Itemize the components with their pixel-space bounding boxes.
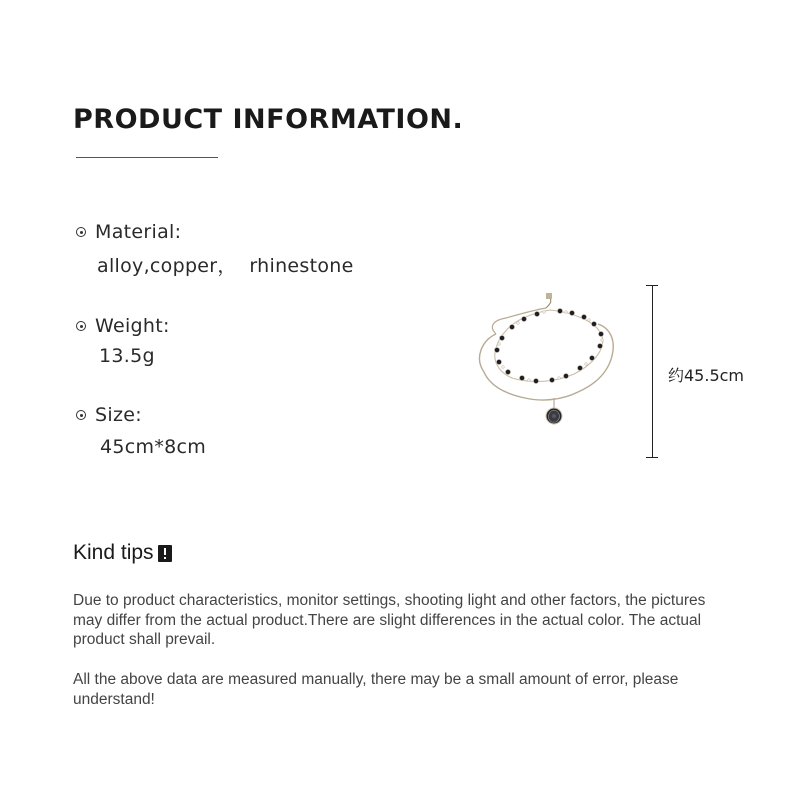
- kind-tips-title: Kind tips: [73, 541, 154, 564]
- spec-weight: [76, 315, 170, 367]
- dimension-line: [646, 285, 658, 458]
- spec-size-label: Size:: [95, 404, 142, 426]
- spec-size-value: 45cm*8cm: [100, 436, 207, 458]
- circle-dot-icon: [76, 321, 86, 331]
- page-title: PRODUCT INFORMATION.: [73, 104, 464, 135]
- dimension-label: 约45.5cm: [668, 366, 745, 385]
- title-divider: [76, 157, 218, 158]
- tips-paragraph: All the above data are measured manually, there may be a small amount of error, please understand!: [73, 671, 679, 708]
- spec-weight-value: 13.5g: [99, 345, 155, 367]
- tips-paragraph: Due to product characteristics, monitor settings, shooting light and other factors, the pictures may differ from the actual product.There are slight differences in the actual color. The actual product shall prevail.: [73, 592, 706, 648]
- spec-material-label: Material:: [95, 221, 182, 243]
- circle-dot-icon: [76, 410, 86, 420]
- spec-material-value: alloy,copper， rhinestone: [97, 255, 354, 277]
- circle-dot-icon: [76, 227, 86, 237]
- exclamation-icon: [158, 545, 172, 562]
- necklace-image: [470, 290, 620, 430]
- spec-size: [76, 404, 206, 458]
- kind-tips-heading: [73, 541, 172, 565]
- spec-weight-label: Weight:: [95, 315, 170, 337]
- spec-material: [76, 221, 354, 278]
